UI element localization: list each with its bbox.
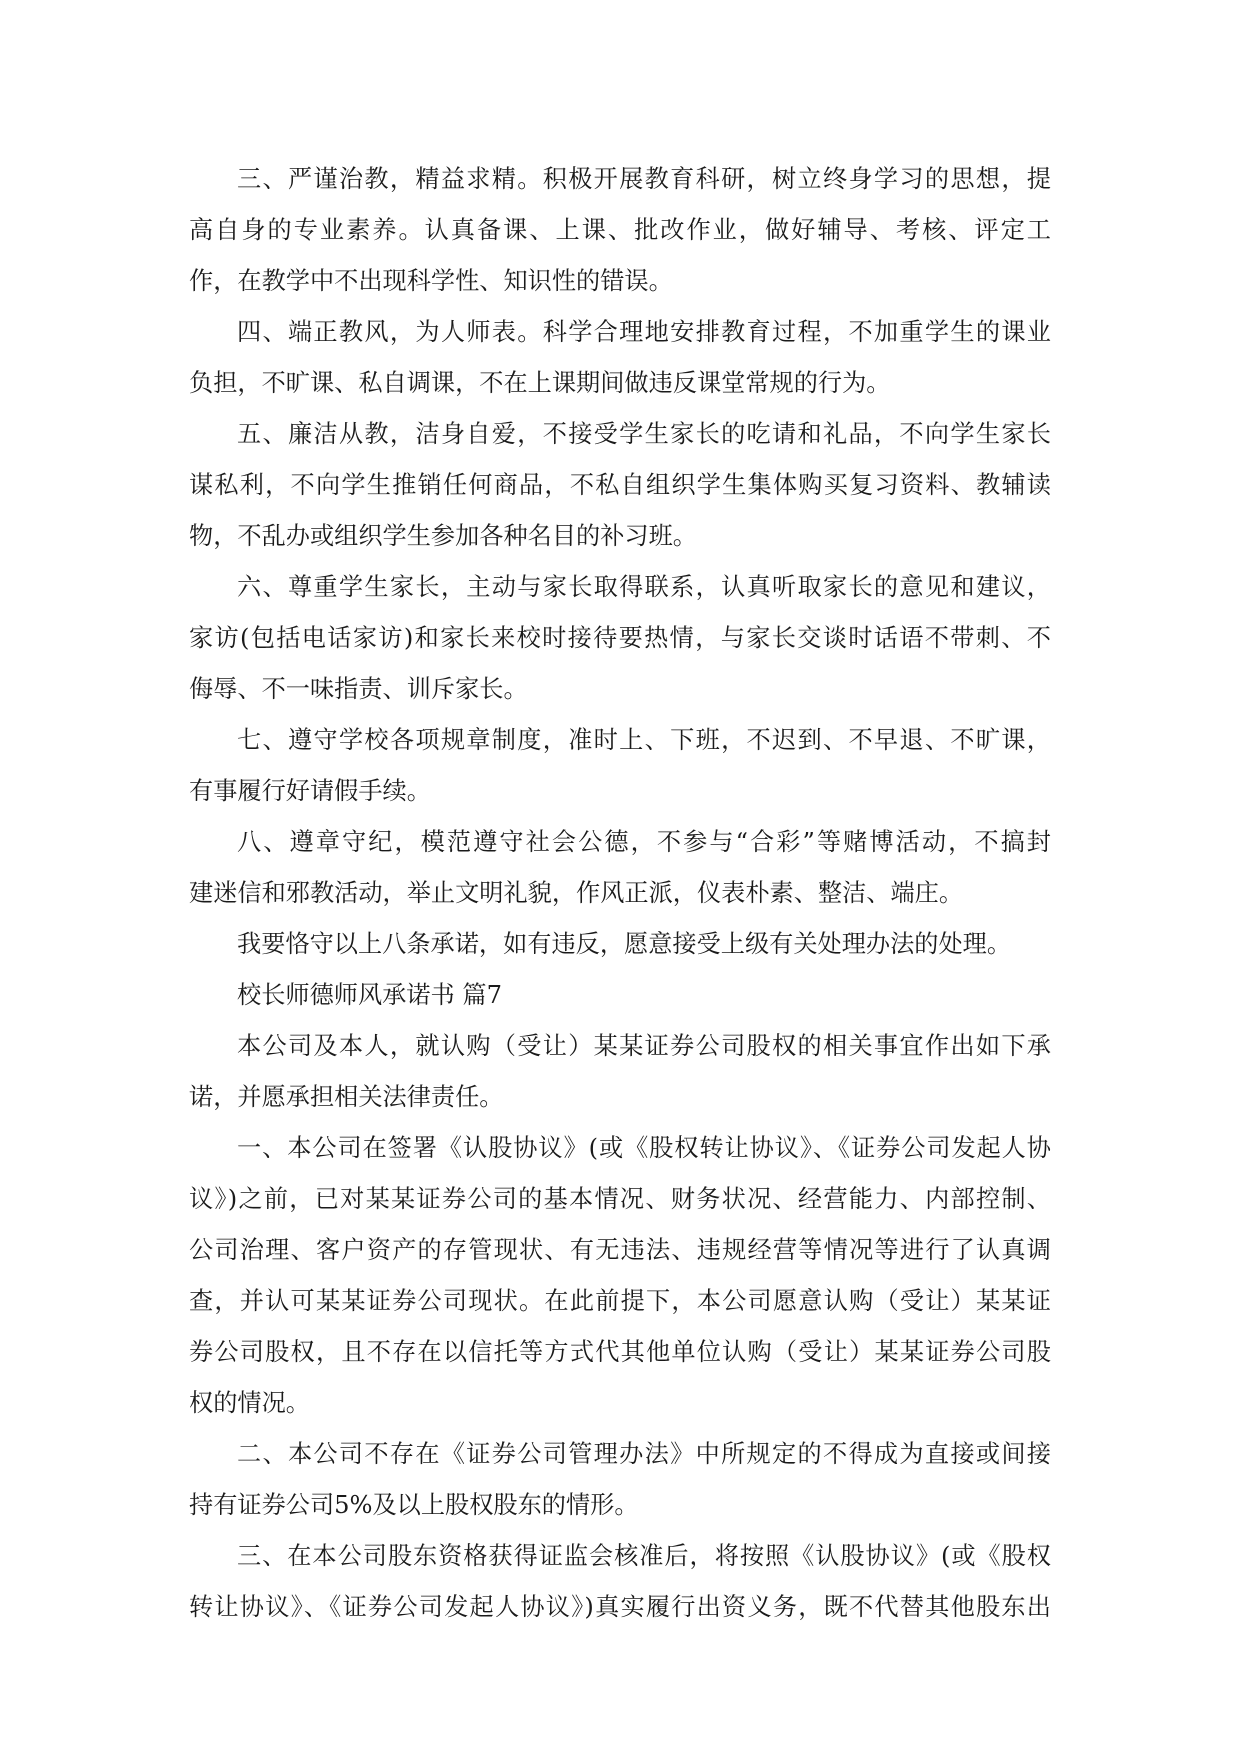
- text-line: 家访(包括电话家访)和家长来校时接待要热情，与家长交谈时话语不带刺、不: [189, 624, 1051, 652]
- text-line: 校长师德师风承诺书 篇7: [237, 981, 502, 1009]
- text-line: 建迷信和邪教活动，举止文明礼貌，作风正派，仪表朴素、整洁、端庄。: [189, 879, 964, 907]
- text-line: 持有证券公司5%及以上股权股东的情形。: [189, 1491, 639, 1519]
- text-line: 有事履行好请假手续。: [189, 777, 431, 805]
- text-line: 负担，不旷课、私自调课，不在上课期间做违反课堂常规的行为。: [189, 369, 891, 397]
- text-line: 七、遵守学校各项规章制度，准时上、下班，不迟到、不早退、不旷课，: [237, 726, 1051, 754]
- text-line: 一、本公司在签署《认股协议》(或《股权转让协议》、《证券公司发起人协: [237, 1134, 1051, 1162]
- text-line: 转让协议》、《证券公司发起人协议》)真实履行出资义务，既不代替其他股东出: [189, 1593, 1051, 1621]
- text-line: 侮辱、不一味指责、训斥家长。: [189, 675, 528, 703]
- text-line: 二、本公司不存在《证券公司管理办法》中所规定的不得成为直接或间接: [237, 1440, 1051, 1468]
- text-line: 四、端正教风，为人师表。科学合理地安排教育过程，不加重学生的课业: [237, 318, 1051, 346]
- text-line: 本公司及本人，就认购（受让）某某证券公司股权的相关事宜作出如下承: [237, 1032, 1051, 1060]
- text-line: 三、严谨治教，精益求精。积极开展教育科研，树立终身学习的思想，提: [237, 165, 1051, 193]
- text-line: 三、在本公司股东资格获得证监会核准后，将按照《认股协议》(或《股权: [237, 1542, 1051, 1570]
- document-page: [189, 154, 1051, 1633]
- text-line: 公司治理、客户资产的存管现状、有无违法、违规经营等情况等进行了认真调: [189, 1236, 1051, 1264]
- text-line: 八、遵章守纪，模范遵守社会公德，不参与“合彩”等赌博活动，不搞封: [237, 828, 1051, 856]
- text-line: 权的情况。: [189, 1389, 310, 1417]
- text-line: 物，不乱办或组织学生参加各种名目的补习班。: [189, 522, 697, 550]
- text-line: 五、廉洁从教，洁身自爱，不接受学生家长的吃请和礼品，不向学生家长: [237, 420, 1051, 448]
- text-line: 券公司股权，且不存在以信托等方式代其他单位认购（受让）某某证券公司股: [189, 1338, 1051, 1366]
- text-line: 我要恪守以上八条承诺，如有违反，愿意接受上级有关处理办法的处理。: [237, 930, 1012, 958]
- text-line: 查，并认可某某证券公司现状。在此前提下，本公司愿意认购（受让）某某证: [189, 1287, 1051, 1315]
- text-line: 诺，并愿承担相关法律责任。: [189, 1083, 504, 1111]
- text-line: 议》)之前，已对某某证券公司的基本情况、财务状况、经营能力、内部控制、: [189, 1185, 1051, 1213]
- text-line: 六、尊重学生家长，主动与家长取得联系，认真听取家长的意见和建议，: [237, 573, 1051, 601]
- text-line: 高自身的专业素养。认真备课、上课、批改作业，做好辅导、考核、评定工: [189, 216, 1051, 244]
- text-line: 谋私利，不向学生推销任何商品，不私自组织学生集体购买复习资料、教辅读: [189, 471, 1051, 499]
- text-line: 作，在教学中不出现科学性、知识性的错误。: [189, 267, 673, 295]
